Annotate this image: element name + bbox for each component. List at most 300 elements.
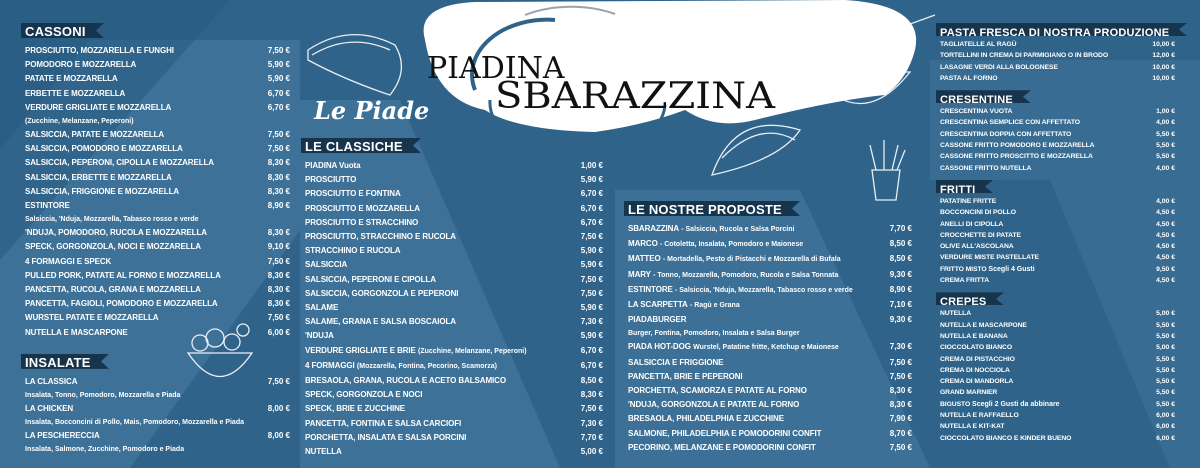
menu-item-label [940,151,1093,162]
menu-item [25,87,290,101]
menu-item-label [940,230,1021,241]
menu-item-name: PROSCIUTTO E MOZZARELLA [305,203,420,213]
menu-item [628,252,912,267]
menu-item-label [940,73,997,84]
menu-item [305,244,603,258]
menu-item-price: 6,00 € [1156,423,1175,431]
menu-item-label [25,185,179,199]
piadina-sketch-icon [308,35,401,95]
menu-item-price: 8,50 € [889,254,912,264]
logo-line1: PIADINA [427,51,565,86]
menu-item-price: 5,90 € [580,260,603,270]
menu-item-label [628,313,686,327]
menu-item-name: PANCETTA, RUCOLA, GRANA E MOZZARELLA [25,285,201,295]
menu-item [305,273,603,287]
menu-item-name: PASTA AL FORNO [940,74,998,82]
menu-item-label [25,255,111,269]
menu-item-label [628,340,839,355]
menu-item-price: 4,50 € [1156,254,1175,262]
menu-item-name: PIADA HOT-DOG [628,342,691,352]
menu-item-price: 8,70 € [889,428,912,438]
menu-item-label [628,370,743,384]
menu-item [25,156,290,170]
menu-item [305,431,603,445]
menu-item-name: VERDURE GRIGLIATE E MOZZARELLA [25,102,172,112]
menu-item [628,427,912,441]
menu-item [628,268,912,283]
menu-item-name: CROCCHETTE DI PATATE [940,231,1021,239]
menu-item-label [25,226,207,240]
section-header [940,90,1175,107]
menu-item-price: 8,30 € [267,158,290,168]
menu-item [940,140,1175,151]
section-header [628,201,912,216]
menu-item-name: 4 FORMAGGI [305,360,355,370]
menu-item-name: VERDURE GRIGLIATE E BRIE [305,345,416,355]
menu-item-name: SALMONE, PHILADELPHIA E POMODORINI CONFIT [628,428,822,438]
menu-item [628,398,912,412]
menu-item-detail: (Mozzarella, Fontina, Pecorino, Scamorza) [356,362,497,370]
menu-item-name: CREMA DI NOCCIOLA [940,366,1010,374]
menu-item-label [940,117,1080,128]
section-title: INSALATE [25,354,91,370]
menu-item-price: 5,00 € [1156,344,1175,352]
fries-icon [870,140,905,200]
menu-item-price: 7,50 € [267,46,290,55]
menu-item-price: 5,90 € [580,303,603,313]
menu-item-price: 7,70 € [889,224,912,233]
menu-item-name: BOCCONCINI DI POLLO [940,209,1016,217]
menu-item [25,58,290,72]
menu-item-label [940,342,1012,353]
menu-item-label [628,252,841,267]
menu-item [940,264,1175,275]
menu-item [305,216,603,230]
menu-item [25,142,290,156]
menu-item-price: 7,50 € [580,288,603,298]
menu-item [628,384,912,398]
menu-item-label [940,39,1016,50]
menu-item-price: 10,00 € [1152,63,1175,71]
menu-item [305,230,603,244]
column-pasta-crescentine-fritti-crepes [940,23,1175,444]
menu-item-price: 10,00 € [1152,41,1175,48]
menu-item-name: CASSONE FRITTO NUTELLA [940,164,1032,172]
menu-item-price: 8,90 € [889,284,912,294]
menu-item-label [25,142,183,156]
menu-item-name: 'NDUJA [305,331,334,341]
menu-item-name: ERBETTE E MOZZARELLA [25,88,126,98]
menu-item [628,313,912,327]
menu-item-detail: Scegli 4 Gusti [988,265,1035,273]
menu-item-name: CIOCCOLATO BIANCO [940,344,1013,352]
menu-item [305,315,603,329]
menu-item-name: NUTELLA [305,447,342,457]
menu-item-price: 6,70 € [580,360,603,370]
menu-item-name: PROSCIUTTO, STRACCHINO E RUCOLA [305,232,456,242]
menu-item [940,320,1175,331]
menu-item-price: 7,50 € [889,442,912,452]
menu-item [25,297,290,311]
menu-item-label [305,388,422,402]
menu-item-label [305,173,356,187]
menu-item-name: NUTELLA E MASCARPONE [25,327,128,337]
menu-item-price: 1,00 € [1156,108,1175,116]
menu-item-price: 7,50 € [267,313,290,323]
menu-item [940,196,1175,207]
menu-item-name: PULLED PORK, PATATE AL FORNO E MOZZARELLA [25,270,221,280]
menu-item-price: 9,10 € [267,242,290,252]
column-proposte [628,201,912,455]
menu-item-name: SALSICCIA [305,260,348,270]
menu-item-label [628,427,821,441]
menu-item [940,275,1175,286]
menu-item-name: BRESAOLA, PHILADELPHIA E ZUCCHINE [628,414,784,424]
menu-item-name: PATATE E MOZZARELLA [25,74,118,84]
menu-item-name: NUTELLA E KIT-KAT [940,423,1005,431]
menu-item-name: PATATINE FRITTE [940,197,997,205]
menu-item-price: 5,90 € [580,175,603,185]
menu-item-detail: Scegli 2 Gusti da abbinare [972,400,1060,408]
menu-item-price: 5,90 € [580,246,603,256]
menu-item-detail: - Ragù e Grana [689,302,740,310]
menu-item-name: STRACCHINO E RUCOLA [305,246,401,256]
menu-item-price: 7,30 € [580,418,603,428]
menu-item [628,441,912,455]
menu-item-price: 8,50 € [889,239,912,249]
menu-item [25,311,290,325]
menu-item-name: ESTINTORE [25,201,70,211]
menu-item-name: TAGLIATELLE AL RAGÙ [940,41,1017,48]
menu-item [940,163,1175,174]
menu-item-price: 4,50 € [1156,231,1175,239]
menu-item-detail: Wurstel, Patatine fritte, Ketchup e Maionese [693,344,839,352]
menu-item-price: 8,50 € [580,376,603,386]
menu-item-name: SALSICCIA, FRIGGIONE E MOZZARELLA [25,186,180,196]
le-piade-title: Le Piade [314,96,430,125]
menu-item-price: 8,00 € [267,404,290,414]
menu-item-label [628,384,807,398]
menu-item-description: Insalata, Tonno, Pomodoro, Mozzarella e Piada [25,392,181,400]
menu-item [940,308,1175,319]
menu-item [25,101,290,115]
menu-item-price: 4,50 € [1156,220,1175,228]
menu-item [940,39,1175,50]
menu-item-label [25,156,214,170]
menu-item-price: 5,90 € [267,60,290,70]
menu-item-price: 6,70 € [580,345,603,355]
menu-item-label [940,275,989,286]
menu-item [940,106,1175,117]
menu-item-name: POMODORO E MOZZARELLA [25,60,137,70]
menu-item-name: LA PESCHERECCIA [25,431,100,441]
section-title: PASTA FRESCA DI NOSTRA PRODUZIONE [940,27,1170,39]
menu-item-name: NUTELLA E MASCARPONE [940,321,1027,329]
menu-item-name: PANCETTA, FONTINA E SALSA CARCIOFI [305,418,462,428]
menu-item-label [305,287,458,301]
menu-item-price: 4,50 € [1156,277,1175,285]
menu-item-label [940,421,1004,432]
menu-item [940,421,1175,432]
column-cassoni-insalate [25,23,290,456]
menu-item-label [305,431,466,445]
menu-item-name: NUTELLA E BANANA [940,332,1008,340]
menu-item-price: 4,50 € [1156,209,1175,217]
menu-item [940,129,1175,140]
menu-item-price: 7,50 € [267,376,290,386]
menu-item-price: 7,30 € [580,317,603,327]
section-header [305,138,603,153]
menu-item [305,445,603,459]
menu-item [940,219,1175,230]
menu-item-label [305,445,342,459]
menu-item-name: SALSICCIA, GORGONZOLA E PEPERONI [305,288,459,298]
menu-item [940,354,1175,365]
menu-item-label [940,308,971,319]
menu-item-label [940,106,1012,117]
section-header [940,292,1175,309]
section-gap [25,340,290,354]
menu-item [628,222,912,237]
menu-item-name: SALSICCIA, ERBETTE E MOZZARELLA [25,172,172,182]
menu-item [305,374,603,388]
menu-item-name: SALAME, GRANA E SALSA BOSCAIOLA [305,317,456,327]
menu-item-label [940,387,997,398]
menu-item [940,376,1175,387]
section-header [25,23,290,38]
menu-item-name: BIGUSTO [940,400,971,408]
menu-item-label [940,140,1095,151]
menu-item-price: 6,00 € [1156,434,1175,442]
menu-item-label [25,72,118,86]
menu-item-label [940,376,1013,387]
menu-item [305,173,603,187]
menu-item-price: 5,50 € [1156,321,1175,329]
menu-item [25,226,290,240]
menu-item-price: 4,00 € [1156,119,1175,127]
logo-line2: SBARAZZINA [495,76,777,117]
menu-item-label [628,237,803,252]
menu-item-price: 8,30 € [267,228,290,238]
menu-item-label [940,354,1015,365]
menu-item [940,331,1175,342]
menu-item [25,283,290,297]
section-header [940,23,1175,39]
menu-item-name: CIOCCOLATO BIANCO E KINDER BUENO [940,434,1072,442]
menu-item [628,237,912,252]
menu-item-label [628,222,794,237]
menu-item-name: PORCHETTA, INSALATA E SALSA PORCINI [305,432,467,442]
menu-item-price: 8,00 € [267,431,290,441]
menu-item [305,187,603,201]
menu-item-label [25,283,201,297]
menu-item-price: 7,70 € [580,432,603,442]
menu-item [25,128,290,142]
menu-item [25,326,290,340]
menu-item-name: NUTELLA E RAFFAELLO [940,412,1019,420]
menu-item-detail: - Tonno, Mozzarella, Pomodoro, Rucola e Salsa Tonnata [653,271,839,279]
menu-item-price: 6,00 € [1156,412,1175,420]
menu-item-label [305,315,456,329]
menu-item [628,283,912,298]
menu-item-price: 5,50 € [1156,153,1175,161]
menu-item-price: 8,30 € [889,400,912,410]
menu-item-price: 7,50 € [889,357,912,367]
menu-item-price: 6,70 € [580,203,603,213]
menu-item-label [25,171,172,185]
menu-item-name: NUTELLA [940,310,972,318]
section-title: LE CLASSICHE [305,139,403,154]
menu-item-name: GRAND MARNIER [940,389,998,397]
section-title: CRESENTINE [940,94,1013,107]
menu-item [628,298,912,313]
menu-item-name: CRESCENTINA VUOTA [940,108,1013,116]
menu-item [940,433,1175,444]
menu-item-label [25,44,174,58]
menu-item [25,255,290,269]
menu-item [628,356,912,370]
menu-item [25,185,290,199]
menu-item-price: 8,30 € [267,285,290,295]
menu-item-label [305,230,456,244]
menu-item-price: 7,50 € [267,130,290,140]
menu-item-name: VERDURE MISTE PASTELLATE [940,254,1039,262]
menu-item-label [25,87,125,101]
menu-item-price: 7,90 € [889,414,912,424]
menu-item-name: ANELLI DI CIPOLLA [940,220,1004,228]
menu-item-label [940,129,1071,140]
menu-item-price: 8,30 € [580,390,603,400]
menu-item-price: 8,30 € [267,172,290,182]
menu-item-label [305,402,405,416]
menu-item-price: 8,30 € [889,386,912,396]
menu-item-detail: - Mortadella, Pesto di Pistacchi e Mozzarella di Bufala [662,256,841,264]
menu-item [305,402,603,416]
menu-item-price: 7,50 € [267,144,290,154]
brand-logo [415,0,935,135]
menu-item-label [25,311,158,325]
menu-item-label [305,273,436,287]
menu-item [940,207,1175,218]
menu-item-label [25,375,77,389]
menu-item-label [25,269,221,283]
menu-item [940,241,1175,252]
menu-item-name: CREMA FRITTA [940,277,990,285]
menu-item [305,388,603,402]
menu-item-name: SPECK, GORGONZOLA, NOCI E MOZZARELLA [25,242,201,252]
menu-item [628,340,912,355]
menu-item-price: 8,90 € [267,201,290,211]
menu-item-label [305,258,347,272]
menu-item-label [940,241,1014,252]
menu-item-price: 5,50 € [1156,400,1175,408]
menu-item [25,375,290,389]
menu-item-label [940,196,996,207]
menu-item [305,301,603,315]
menu-item-price: 10,00 € [1152,74,1175,82]
menu-item-name: BRESAOLA, GRANA, RUCOLA E ACETO BALSAMICO [305,376,506,386]
section-title: CREPES [940,296,987,309]
menu-item-name: CRESCENTINA DOPPIA CON AFFETTATO [940,130,1072,138]
menu-item [940,365,1175,376]
menu-item-label [305,417,461,431]
menu-item-name: PANCETTA, BRIE E PEPERONI [628,371,743,381]
menu-item-name: PROSCIUTTO E STRACCHINO [305,217,419,227]
menu-item-name: 'NDUJA, GORGONZOLA E PATATE AL FORNO [628,400,800,410]
menu-item-label [628,412,784,426]
menu-item-name: ESTINTORE [628,284,673,294]
menu-item-price: 7,50 € [580,274,603,284]
menu-item-label [940,163,1031,174]
menu-item [305,258,603,272]
menu-item-label [628,441,816,455]
menu-item-price: 5,90 € [580,331,603,341]
menu-item-name: MARCO [628,239,658,249]
menu-item-price: 7,50 € [267,256,290,266]
menu-item-name: OLIVE ALL'ASCOLANA [940,243,1014,251]
menu-item-description: (Zucchine, Melanzane, Peperoni) [25,118,134,126]
menu-item-label [305,359,497,374]
menu-item-description: Insalata, Bocconcini di Pollo, Mais, Pomodoro, Mozzarella e Piada [25,419,244,427]
menu-item [940,50,1175,61]
menu-item-price: 8,30 € [267,186,290,196]
menu-item-label [25,128,164,142]
menu-item-price: 12,00 € [1152,52,1175,60]
menu-item [25,269,290,283]
menu-item-price: 1,00 € [580,161,603,170]
menu-item-name: MATTEO [628,254,661,264]
menu-item-price: 7,50 € [580,404,603,414]
section-header [940,180,1175,196]
menu-item [305,417,603,431]
menu-item-description: Burger, Fontina, Pomodoro, Insalata e Salsa Burger [628,330,800,338]
menu-item-label [305,202,420,216]
menu-item-label [940,320,1027,331]
column-le-classiche [305,138,603,459]
menu-item-label [940,399,1060,410]
menu-item-label [305,329,334,343]
menu-item-price: 4,00 € [1156,197,1175,205]
menu-item-name: CREMA DI PISTACCHIO [940,355,1015,363]
menu-item-price: 6,70 € [580,189,603,199]
menu-item [25,72,290,86]
menu-item-price: 7,10 € [889,300,912,310]
menu-item-price: 5,00 € [580,447,603,457]
menu-item-name: TORTELLINI IN CREMA DI PARMIGIANO O IN BRODO [940,52,1109,60]
menu-item-price: 5,50 € [1156,142,1175,150]
menu-item-price: 5,50 € [1156,130,1175,138]
menu-item [305,329,603,343]
menu-item [940,73,1175,84]
menu-item-name: PECORINO, MELANZANE E POMODORINI CONFIT [628,442,816,452]
menu-item-label [305,244,400,258]
menu-item-name: WURSTEL PATATE E MOZZARELLA [25,313,159,323]
menu-item-description: Salsiccia, 'Nduja, Mozzarella, Tabasco rosso e verde [25,216,199,224]
menu-item-label [628,398,799,412]
menu-item-name: MARY [628,269,651,279]
menu-item [25,44,290,58]
menu-item-label [305,159,360,173]
menu-item-name: LA CLASSICA [25,376,78,386]
menu-item-description: Insalata, Salmone, Zucchine, Pomodoro e Piada [25,446,185,454]
menu-item-label [25,240,201,254]
menu-item-name: SPECK, GORGONZOLA E NOCI [305,390,423,400]
menu-item-label [25,199,70,213]
menu-item-label [628,283,853,298]
menu-item-label [940,219,1003,230]
menu-item-name: PIADABURGER [628,315,687,325]
menu-item-label [940,331,1008,342]
